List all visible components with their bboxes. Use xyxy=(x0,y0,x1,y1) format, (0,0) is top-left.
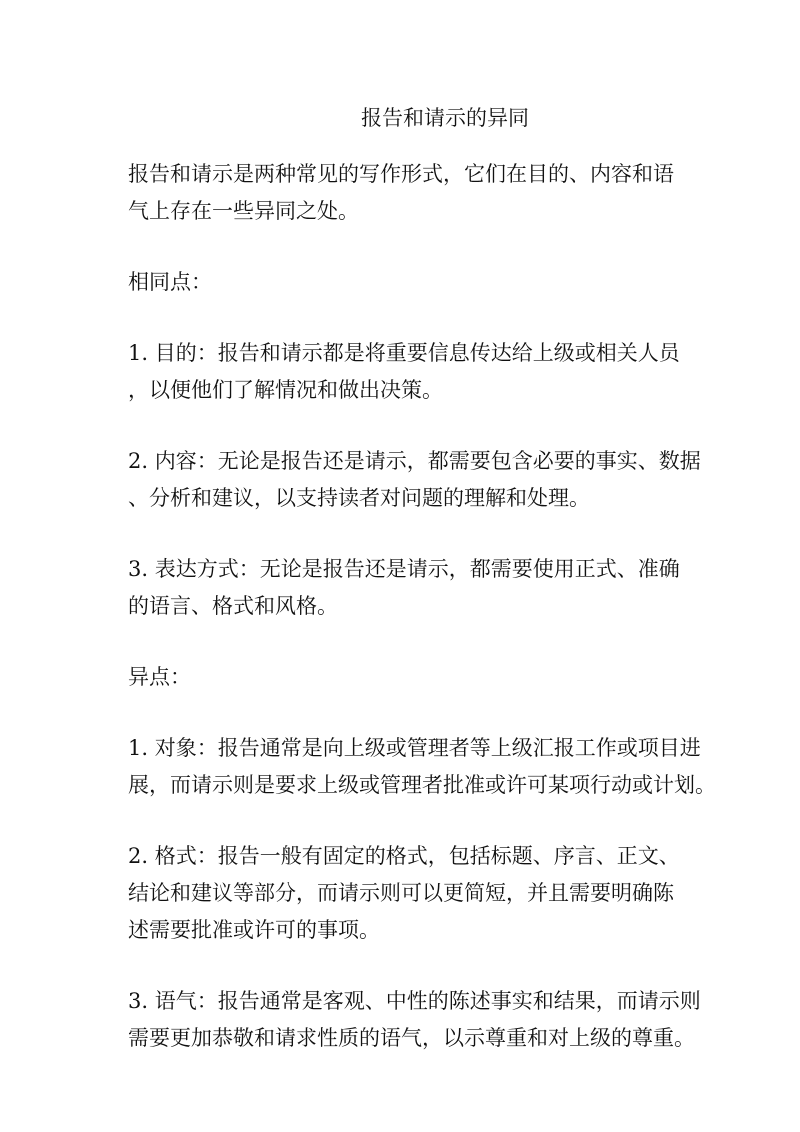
intro-line: 气上存在一些异同之处。 xyxy=(128,199,359,223)
intro-paragraph xyxy=(128,156,764,230)
similarity-line: 的语言、格式和风格。 xyxy=(128,594,338,618)
differences-heading: 异点： xyxy=(128,665,191,689)
similarity-line: ，以便他们了解情况和做出决策。 xyxy=(128,378,443,402)
similarity-item xyxy=(128,443,764,517)
difference-line: 2. 格式：报告一般有固定的格式，包括标题、序言、正文、 xyxy=(128,844,680,868)
similarity-line: 、分析和建议，以支持读者对问题的理解和处理。 xyxy=(128,486,590,510)
difference-line: 3. 语气：报告通常是客观、中性的陈述事实和结果，而请示则 xyxy=(128,989,701,1013)
difference-line: 展，而请示则是要求上级或管理者批准或许可某项行动或计划。 xyxy=(128,773,716,797)
similarity-line: 2. 内容：无论是报告还是请示，都需要包含必要的事实、数据 xyxy=(128,449,701,473)
difference-line: 1. 对象：报告通常是向上级或管理者等上级汇报工作或项目进 xyxy=(128,736,701,760)
difference-item xyxy=(128,730,764,804)
difference-line: 结论和建议等部分，而请示则可以更简短，并且需要明确陈 xyxy=(128,881,674,905)
intro-line: 报告和请示是两种常见的写作形式，它们在目的、内容和语 xyxy=(128,162,674,186)
similarity-item xyxy=(128,335,764,409)
similarity-line: 1. 目的：报告和请示都是将重要信息传达给上级或相关人员 xyxy=(128,341,680,365)
similarities-heading: 相同点： xyxy=(128,270,212,294)
document-body xyxy=(128,156,764,1091)
difference-line: 述需要批准或许可的事项。 xyxy=(128,918,380,942)
similarity-item xyxy=(128,551,764,625)
difference-item xyxy=(128,983,764,1057)
difference-line: 需要更加恭敬和请求性质的语气，以示尊重和对上级的尊重。 xyxy=(128,1026,695,1050)
difference-item xyxy=(128,838,764,949)
document-title: 报告和请示的异同 xyxy=(361,106,529,130)
similarity-line: 3. 表达方式：无论是报告还是请示，都需要使用正式、准确 xyxy=(128,557,680,581)
